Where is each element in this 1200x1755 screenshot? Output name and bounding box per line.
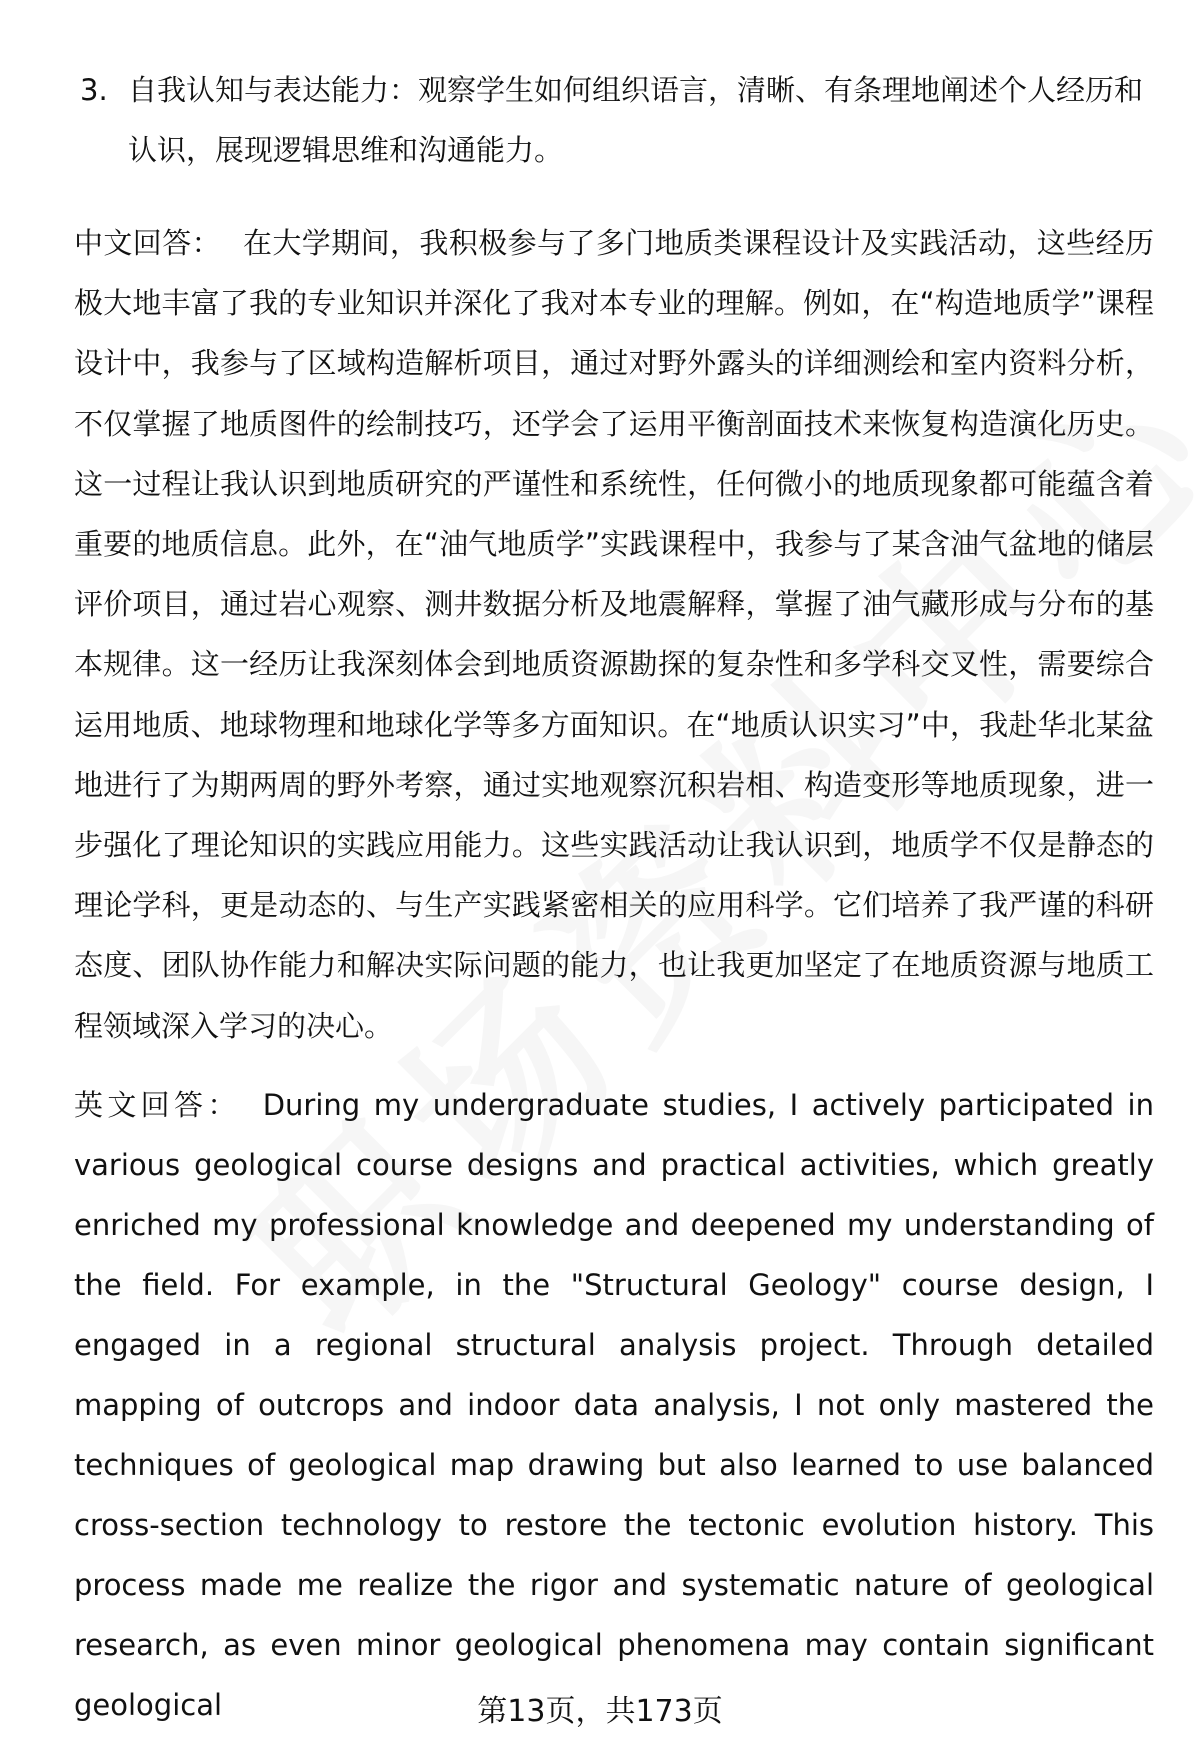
english-answer-label: 英文回答： [74, 1088, 241, 1122]
list-number: 3. [80, 73, 108, 107]
evaluation-point-3 [80, 60, 1160, 180]
page-number: 第13页，共173页 [477, 1694, 723, 1729]
chinese-answer [74, 213, 1154, 1056]
chinese-answer-text: 在大学期间，我积极参与了多门地质类课程设计及实践活动，这些经历极大地丰富了我的专业知识并深化了我对本专业的理解。例如，在“构造地质学”课程设计中，我参与了区域构造解析项目，通过对野外露头的详细测绘和室内资料分析，不仅掌握了地质图件的绘制技巧，还学会了运用平衡剖面技术来恢复构造演化历史。这一过程让我认识到地质研究的严谨性和系统性，任何微小的地质现象都可能蕴含着重要的地质信息。此外，在“油气地质学”实践课程中，我参与了某含油气盆地的储层评价项目，通过岩心观察、测井数据分析及地震解释，掌握了油气藏形成与分布的基本规律。这一经历让我深刻体会到地质资源勘探的复杂性和多学科交叉性，需要综合运用地质、地球物理和地球化学等多方面知识。在“地质认识实习”中，我赴华北某盆地进行了为期两周的野外考察，通过实地观察沉积岩相、构造变形等地质现象，进一步强化了理论知识的实践应用能力。这些实践活动让我认识到，地质学不仅是静态的理论学科，更是动态的、与生产实践紧密相关的应用科学。它们培养了我严谨的科研态度、团队协作能力和解决实际问题的能力，也让我更加坚定了在地质资源与地质工程领域深入学习的决心。 [74, 226, 1154, 1043]
evaluation-point-text: 自我认知与表达能力：观察学生如何组织语言，清晰、有条理地阐述个人经历和认识，展现逻辑思维和沟通能力。 [128, 73, 1144, 167]
chinese-answer-label: 中文回答： [74, 226, 221, 260]
english-answer [74, 1075, 1154, 1735]
english-answer-text: During my undergraduate studies, I actively participated in various geological course designs and practical activities, which greatly enriched my professional knowledge and deepened my understanding of the field. For example, in the "Structural Geology" course design, I engaged in a regional structural analysis project. Through detailed mapping of outcrops and indoor data analysis, I not only mastered the techniques of geological map drawing but also learned to use balanced cross-section technology to restore the tectonic evolution history. This process made me realize the rigor and systematic nature of geological research, as even minor geological phenomena may contain significant geological [74, 1088, 1154, 1722]
